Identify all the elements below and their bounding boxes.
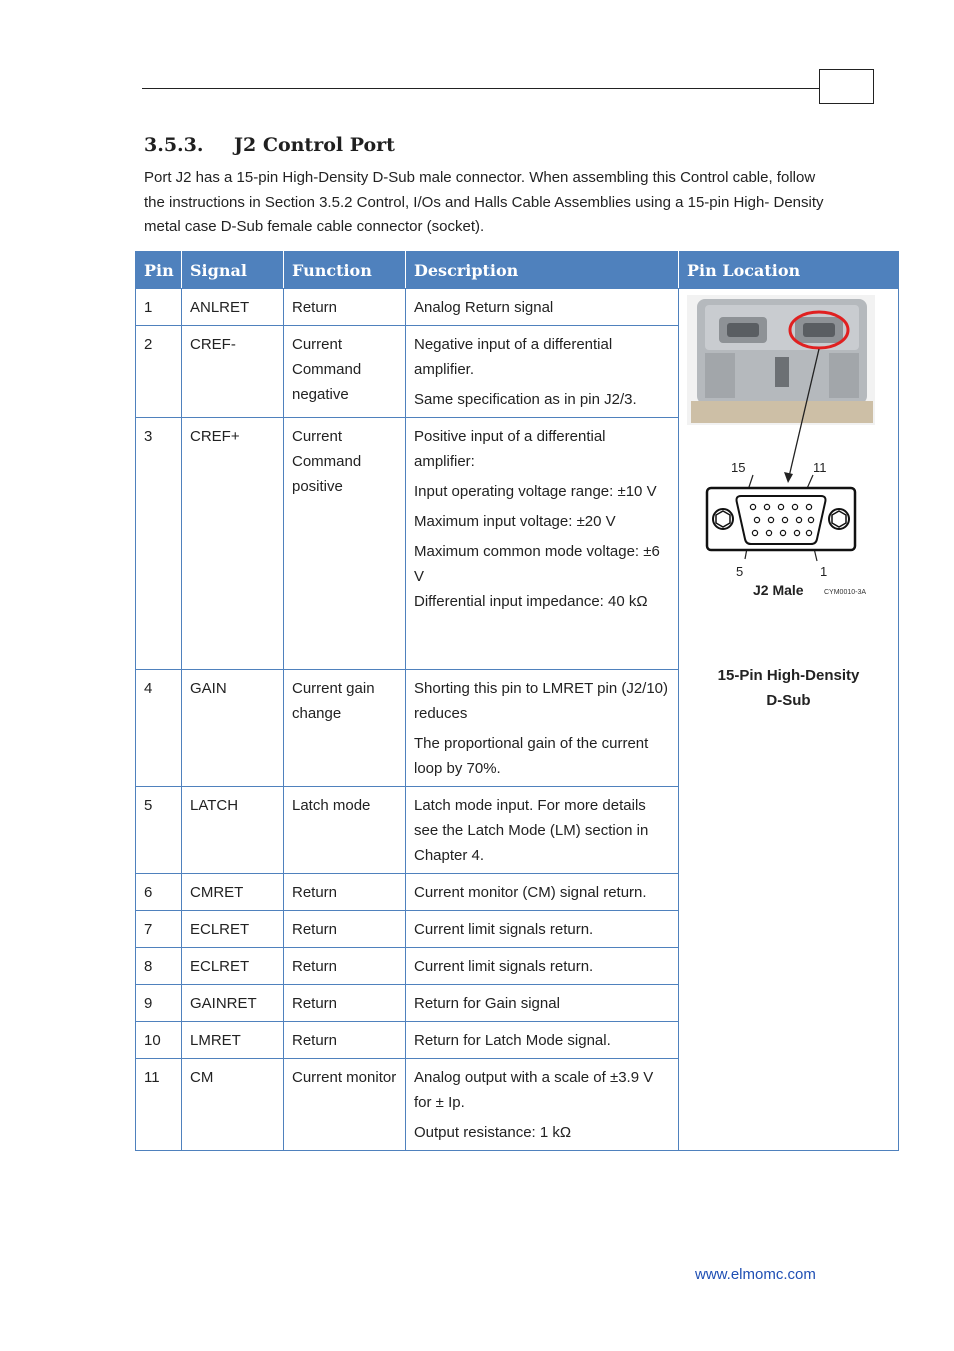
signal-cell: GAINRET [182, 985, 284, 1022]
pin-table [135, 251, 899, 1151]
pin-location-caption [687, 663, 890, 713]
function-cell: Latch mode [284, 787, 406, 874]
description-line: Input operating voltage range: ±10 V [414, 483, 657, 500]
description-line: Same specification as in pin J2/3. [414, 391, 637, 408]
signal-cell: CMRET [182, 874, 284, 911]
description-line: Return for Latch Mode signal. [414, 1032, 611, 1049]
drive-photo [687, 295, 875, 425]
function-cell: Return [284, 874, 406, 911]
header-signal: Signal [182, 252, 284, 289]
pin-cell: 6 [136, 874, 182, 911]
function-cell: Return [284, 985, 406, 1022]
section-heading [144, 134, 395, 156]
signal-cell: LATCH [182, 787, 284, 874]
header-rule [142, 88, 820, 89]
pin-label-5: 5 [736, 564, 744, 579]
description-cell [406, 787, 679, 874]
description-line: Output resistance: 1 kΩ [414, 1124, 572, 1141]
pin-location-cell [679, 289, 899, 1151]
description-cell [406, 289, 679, 326]
pin-cell: 4 [136, 670, 182, 787]
function-cell: Return [284, 289, 406, 326]
dsub-connector-drawing [707, 488, 855, 550]
description-cell [406, 418, 679, 670]
connector-figure [687, 295, 879, 605]
caption-line: D-Sub [766, 692, 811, 709]
function-cell: Current Command positive [284, 418, 406, 670]
signal-cell: GAIN [182, 670, 284, 787]
pin-cell: 5 [136, 787, 182, 874]
caption-line: 15-Pin High-Density [717, 667, 860, 684]
pin-cell: 8 [136, 948, 182, 985]
signal-cell: ECLRET [182, 911, 284, 948]
description-line: Current limit signals return. [414, 958, 594, 975]
description-cell [406, 985, 679, 1022]
pin-cell: 10 [136, 1022, 182, 1059]
description-cell [406, 1022, 679, 1059]
description-line: Maximum common mode voltage: ±6 V [414, 543, 660, 585]
pin-cell: 11 [136, 1059, 182, 1151]
connector-label: J2 Male [753, 582, 804, 598]
pin-label-11: 11 [813, 460, 827, 475]
function-cell: Current monitor [284, 1059, 406, 1151]
description-line: Return for Gain signal [414, 995, 560, 1012]
footer-website-link[interactable]: www.elmomc.com [695, 1266, 816, 1283]
description-line: Latch mode input. For more details see the Latch Mode (LM) section in Chapter 4. [414, 797, 649, 864]
function-cell: Current Command negative [284, 326, 406, 418]
signal-cell: CREF- [182, 326, 284, 418]
header-pin-location: Pin Location [679, 252, 899, 289]
pin-cell: 1 [136, 289, 182, 326]
signal-cell: ANLRET [182, 289, 284, 326]
function-cell: Return [284, 948, 406, 985]
description-line: The proportional gain of the current loop by 70%. [414, 735, 649, 777]
intro-paragraph: Port J2 has a 15-pin High-Density D-Sub male connector. When assembling this Control cable, follow the instructions in Section 3.5.2 Control, I/Os and Halls Cable Assemblies using a 15-pin High- Density metal case D-Sub female cable connector (socket). [144, 169, 824, 235]
description-cell [406, 1059, 679, 1151]
description-cell [406, 874, 679, 911]
description-line: Maximum input voltage: ±20 V [414, 513, 616, 530]
function-cell: Return [284, 1022, 406, 1059]
header-pin: Pin [136, 252, 182, 289]
function-cell: Return [284, 911, 406, 948]
description-line: Differential input impedance: 40 kΩ [414, 593, 648, 610]
description-line: Negative input of a differential amplifier. [414, 336, 613, 378]
signal-cell: ECLRET [182, 948, 284, 985]
description-line: Analog output with a scale of ±3.9 V for ± Ip. [414, 1069, 654, 1111]
pin-label-15: 15 [731, 460, 746, 475]
description-cell [406, 948, 679, 985]
table-header-row [136, 252, 899, 289]
signal-cell: CREF+ [182, 418, 284, 670]
description-cell [406, 911, 679, 948]
page-number-box [819, 69, 874, 104]
description-line: Analog Return signal [414, 299, 554, 316]
pin-cell: 2 [136, 326, 182, 418]
description-cell [406, 670, 679, 787]
function-cell: Current gain change [284, 670, 406, 787]
figure-code: CYM0010-3A [824, 589, 867, 596]
pin-label-1: 1 [820, 564, 828, 579]
signal-cell: CM [182, 1059, 284, 1151]
description-line: Current limit signals return. [414, 921, 594, 938]
table-row [136, 289, 899, 326]
signal-cell: LMRET [182, 1022, 284, 1059]
header-function: Function [284, 252, 406, 289]
description-line: Shorting this pin to LMRET pin (J2/10) reduces [414, 680, 669, 722]
header-description: Description [406, 252, 679, 289]
section-title: J2 Control Port [234, 134, 395, 156]
pin-cell: 9 [136, 985, 182, 1022]
pin-cell: 7 [136, 911, 182, 948]
description-line: Current monitor (CM) signal return. [414, 884, 647, 901]
description-cell [406, 326, 679, 418]
description-line: Positive input of a differential amplifier: [414, 428, 606, 470]
section-number: 3.5.3. [144, 134, 204, 156]
pin-cell: 3 [136, 418, 182, 670]
